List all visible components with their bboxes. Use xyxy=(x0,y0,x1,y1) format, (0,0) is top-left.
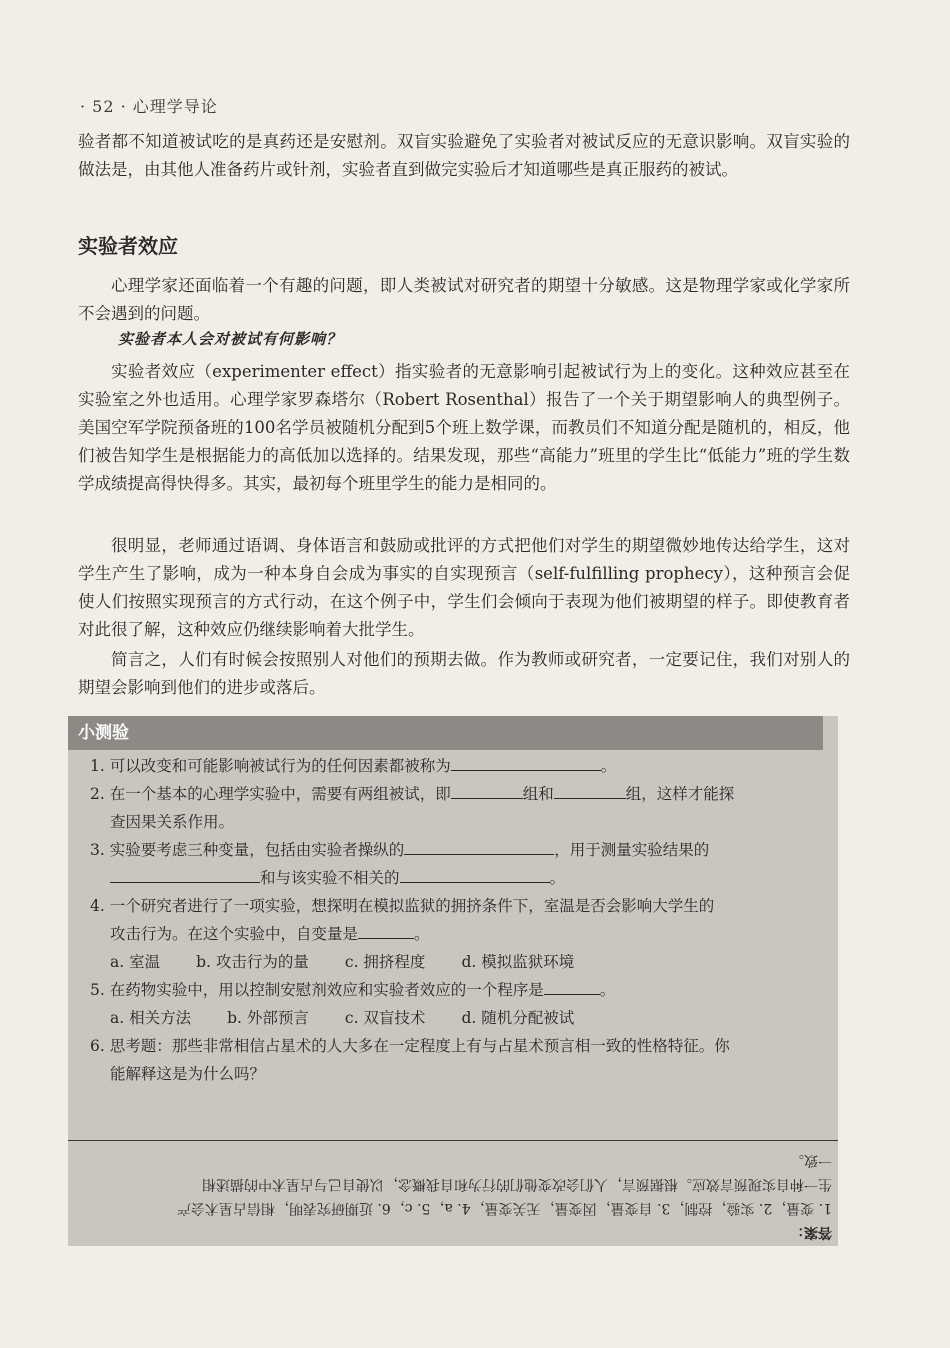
answer-label: 答案： xyxy=(790,1224,832,1240)
intro-text: 验者都不知道被试吃的是真药还是安慰剂。双盲实验避免了实验者对被试反应的无意识影响。双盲实验的做法是，由其他人准备药片或针剂，实验者直到做完实验后才知道哪些是真正服药的被试。 xyxy=(78,132,850,179)
question-text: 攻击行为。在这个实验中，自变量是 xyxy=(110,925,359,943)
option-a: a. 相关方法 xyxy=(110,1009,192,1027)
option-a: a. 室温 xyxy=(110,953,161,971)
option-d: d. 模拟监狱环境 xyxy=(461,953,575,971)
quiz-question-6 xyxy=(90,1032,830,1060)
intro-paragraph xyxy=(78,128,850,184)
section-paragraph-1 xyxy=(78,272,850,328)
quiz-question-4-options xyxy=(90,948,830,976)
answer-blank xyxy=(451,782,523,799)
question-text: 组和 xyxy=(522,785,554,803)
answer-line-2: 生一种自实现预言效应。根据预言，人们会改变他们的行为和自我概念，以使自己与占星术中的描述相 xyxy=(202,1176,832,1192)
quiz-question-3 xyxy=(90,836,830,864)
answer-blank xyxy=(110,866,260,883)
answer-blank xyxy=(554,782,626,799)
guiding-question: 实验者本人会对被试有何影响？ xyxy=(118,330,343,348)
option-d: d. 随机分配被试 xyxy=(461,1009,575,1027)
section-title: 实验者效应 xyxy=(78,234,178,258)
option-b: b. 攻击行为的量 xyxy=(196,953,309,971)
quiz-question-3-cont xyxy=(90,864,830,892)
quiz-title: 小测验 xyxy=(68,716,823,750)
quiz-question-4 xyxy=(90,892,830,920)
question-text: 1. 可以改变和可能影响被试行为的任何因素都被称为 xyxy=(90,757,451,775)
section-paragraph-3 xyxy=(78,532,850,644)
quiz-box xyxy=(68,716,838,1246)
quiz-question-4-cont xyxy=(90,920,830,948)
quiz-question-1 xyxy=(90,752,830,780)
question-text: 6. 思考题：那些非常相信占星术的人大多在一定程度上有与占星术预言相一致的性格特征。你 xyxy=(90,1037,730,1055)
paragraph-text: 心理学家还面临着一个有趣的问题，即人类被试对研究者的期望十分敏感。这是物理学家或化学家所不会遇到的问题。 xyxy=(78,276,850,323)
question-text: 。 xyxy=(549,869,566,887)
paragraph-text: 很明显，老师通过语调、身体语言和鼓励或批评的方式把他们对学生的期望微妙地传达给学生，这对学生产生了影响，成为一种本身自会成为事实的自实现预言（self-fulfilling prophecy），这种预言会促使人们按照实现预言的方式行动，在这个例子中，学生们会倾向于表现为他们被期望的样子。即使教育者对此很了解，这种效应仍继续影响着大批学生。 xyxy=(78,536,850,639)
option-c: c. 双盲技术 xyxy=(344,1009,426,1027)
question-text: 和与该实验不相关的 xyxy=(260,869,400,887)
question-text: 2. 在一个基本的心理学实验中，需要有两组被试，即 xyxy=(90,785,451,803)
upside-down-answers xyxy=(80,1148,832,1244)
question-text: 。 xyxy=(599,981,616,999)
answer-line-1: 1. 变量，2. 实验，控制，3. 自变量，因变量，无关变量，4. a，5. c，6. 近期研究表明，相信占星术会产 xyxy=(176,1200,832,1216)
quiz-question-5 xyxy=(90,976,830,1004)
quiz-question-2-cont xyxy=(90,808,830,836)
answer-blank xyxy=(451,754,601,771)
paragraph-text: 实验者效应（experimenter effect）指实验者的无意影响引起被试行为上的变化。这种效应甚至在实验室之外也适用。心理学家罗森塔尔（Robert Rosenthal）报告了一个关于期望影响人的典型例子。美国空军学院预备班的100名学员被随机分配到5个班上数学课，而教员们不知道分配是随机的，相反，他们被告知学生是根据能力的高低加以选择的。结果发现，那些“高能力”班里的学生比“低能力”班的学生数学成绩提高得快得多。其实，最初每个班里学生的能力是相同的。 xyxy=(78,362,850,493)
answer-blank xyxy=(544,978,600,995)
option-c: c. 拥挤程度 xyxy=(344,953,426,971)
question-text: 4. 一个研究者进行了一项实验，想探明在模拟监狱的拥挤条件下，室温是否会影响大学生的 xyxy=(90,897,715,915)
question-text: 5. 在药物实验中，用以控制安慰剂效应和实验者效应的一个程序是 xyxy=(90,981,544,999)
quiz-questions xyxy=(90,752,830,1088)
paragraph-text: 简言之，人们有时候会按照别人对他们的预期去做。作为教师或研究者，一定要记住，我们对别人的期望会影响到他们的进步或落后。 xyxy=(78,650,850,697)
section-paragraph-2 xyxy=(78,358,850,498)
question-text: 查因果关系作用。 xyxy=(110,813,235,831)
answer-blank xyxy=(400,866,550,883)
question-text: 。 xyxy=(600,757,617,775)
question-text: 。 xyxy=(414,925,430,943)
question-text: 组，这样才能探 xyxy=(625,785,735,803)
quiz-question-5-options xyxy=(90,1004,830,1032)
answer-blank xyxy=(358,922,414,939)
question-text: 能解释这是为什么吗？ xyxy=(110,1065,266,1083)
option-b: b. 外部预言 xyxy=(227,1009,309,1027)
page-header: · 52 · 心理学导论 xyxy=(80,97,218,116)
quiz-question-2 xyxy=(90,780,830,808)
question-text: 3. 实验要考虑三种变量，包括由实验者操纵的 xyxy=(90,841,405,859)
quiz-question-6-cont xyxy=(90,1060,830,1088)
answer-blank xyxy=(404,838,554,855)
question-text: ，用于测量实验结果的 xyxy=(554,841,710,859)
answer-divider xyxy=(68,1140,838,1141)
section-paragraph-4 xyxy=(78,646,850,702)
answer-line-3: 一致。 xyxy=(790,1152,832,1168)
